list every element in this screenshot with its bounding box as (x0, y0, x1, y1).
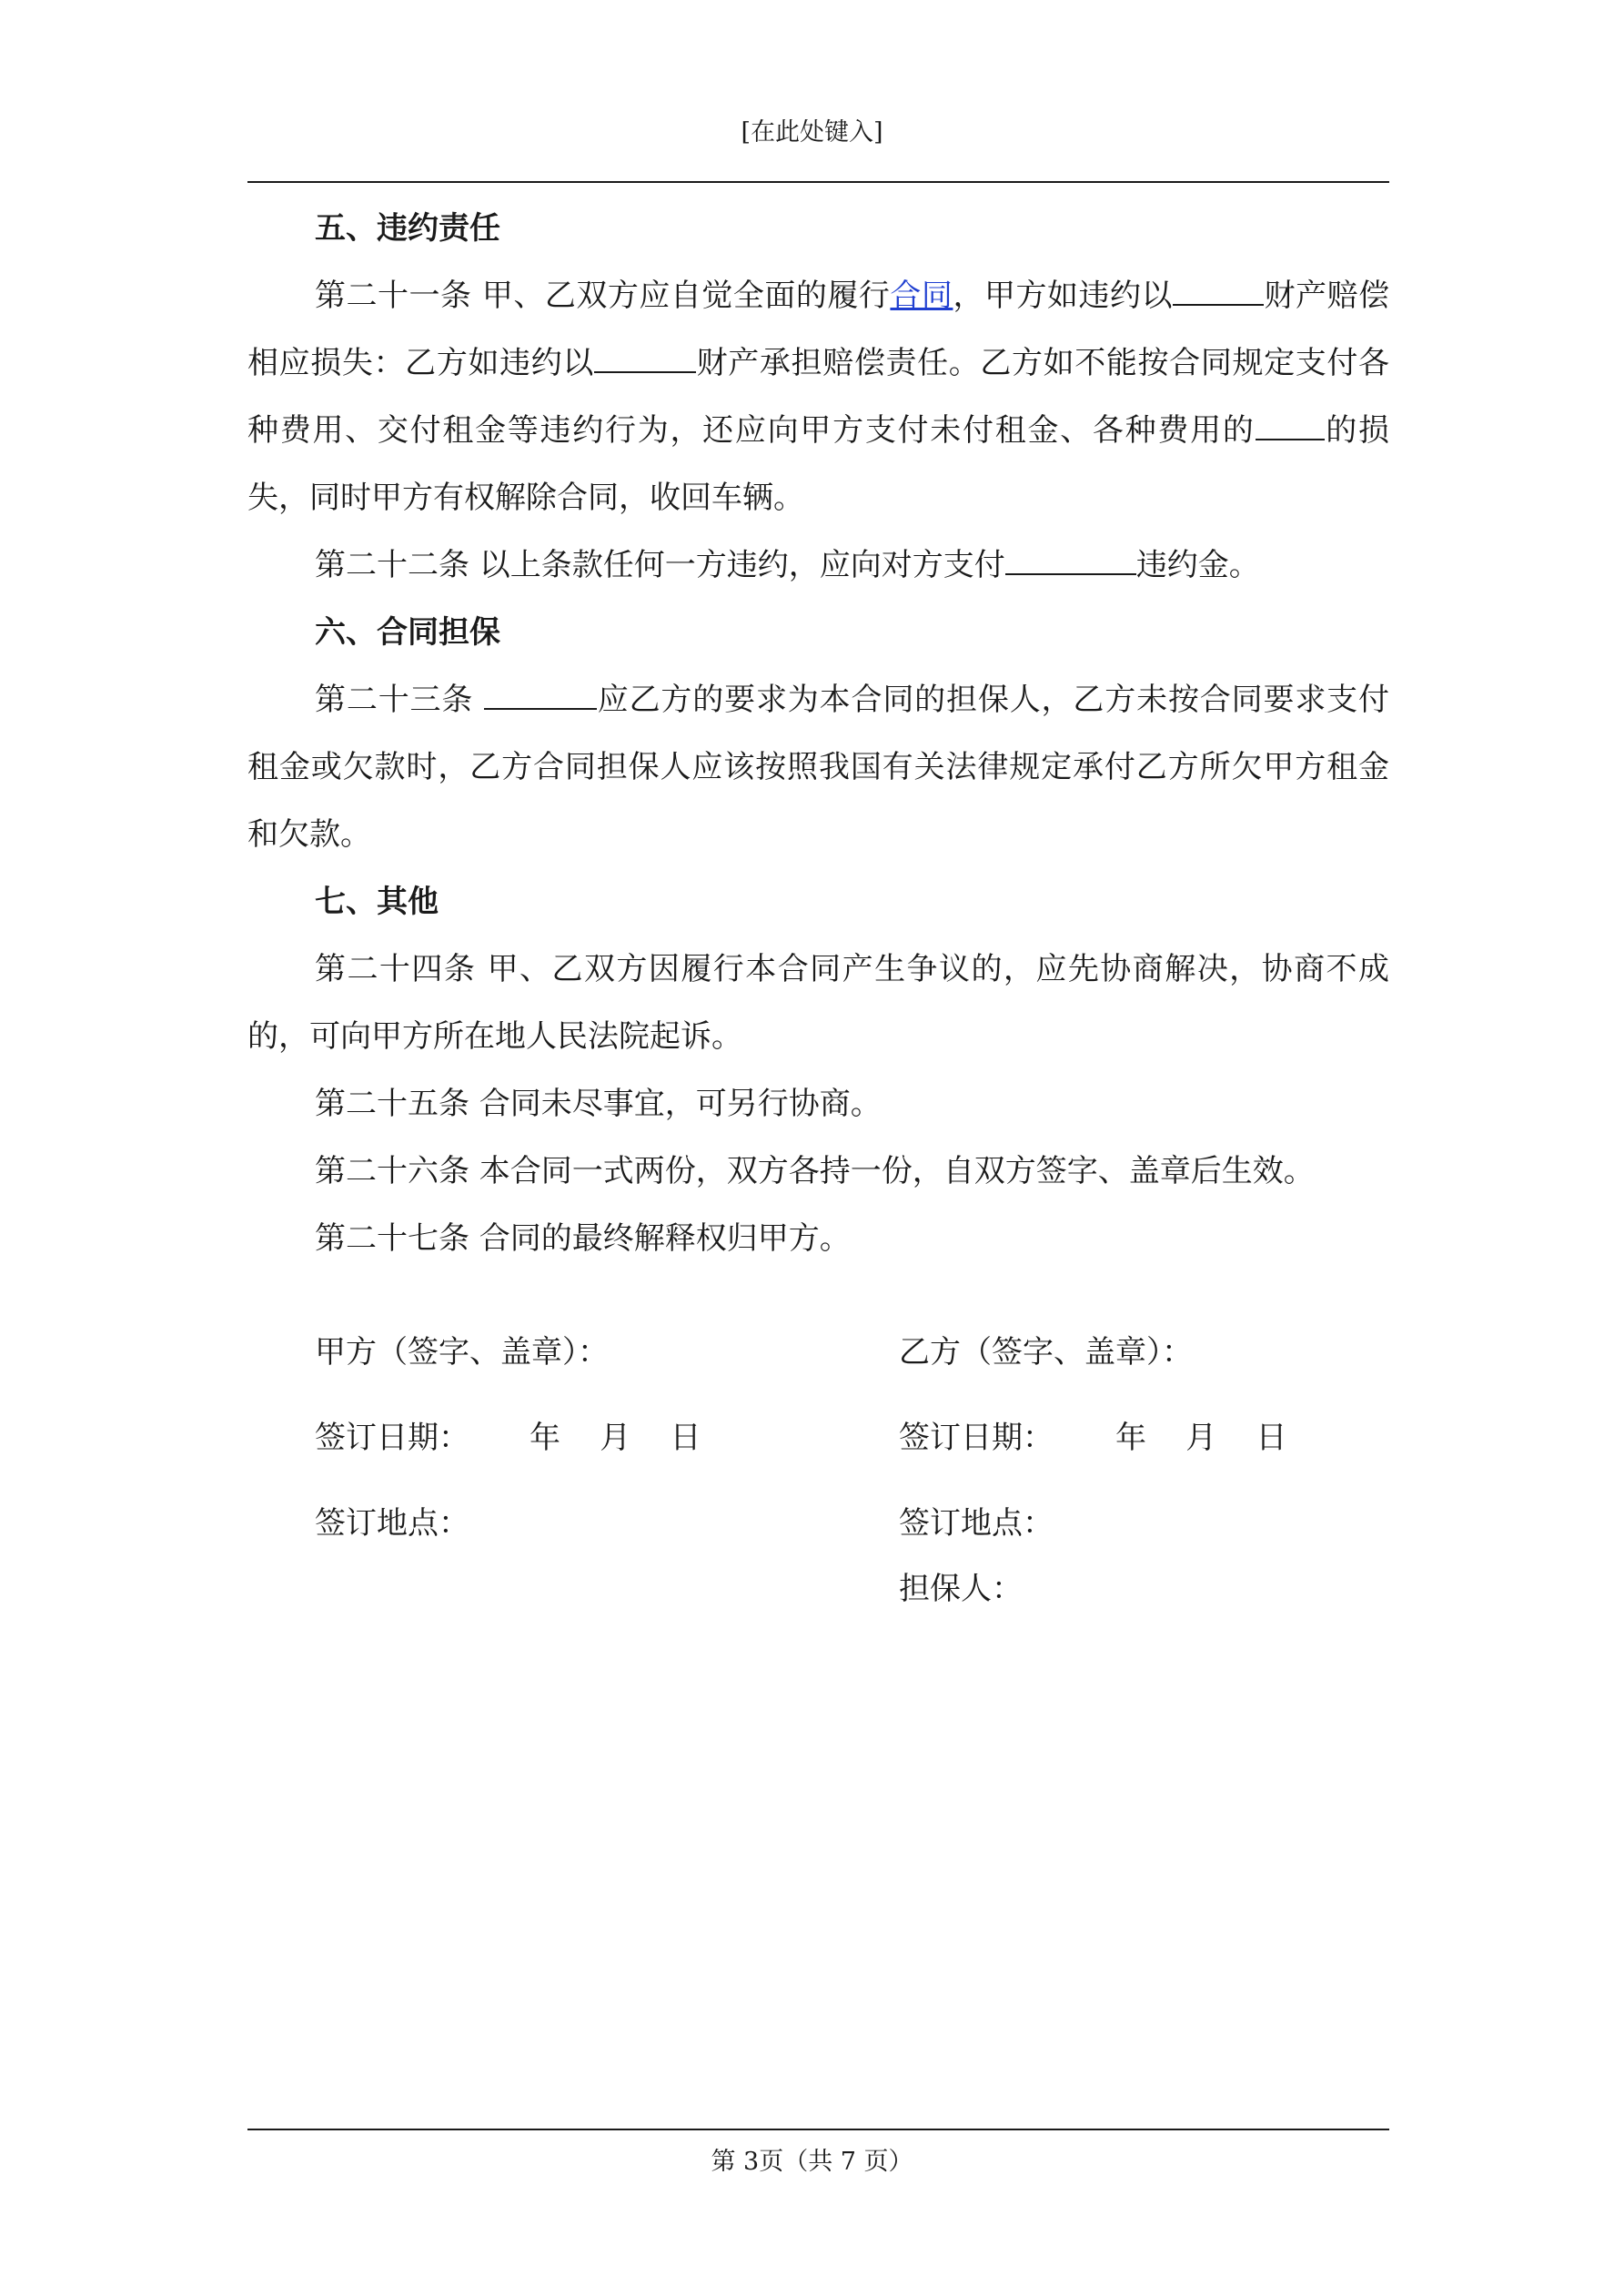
party-a-date-units: 年 月 日 (530, 1420, 701, 1456)
article-23-text-2: 应乙方的要求为本合同的担保人，乙方未按合同要求支付租金或欠款时，乙方合同担保人应该按照我国有关法律规定承付乙方所欠甲方租金和欠款。 (247, 682, 1390, 853)
guarantor-label: 担保人： (899, 1571, 1023, 1607)
article-23-text-1: 第二十三条 (315, 682, 484, 718)
contract-body (247, 195, 1389, 1272)
party-b-signature: 乙方（签字、盖章）： (899, 1334, 1193, 1371)
article-21-text-3: 财产赔偿相应损失：乙方如违约以 (247, 278, 1390, 381)
article-21 (247, 262, 1389, 531)
blank-line (1005, 546, 1136, 575)
party-a-signature: 甲方（签字、盖章）： (315, 1334, 609, 1371)
article-22-text-2: 违约金。 (1135, 547, 1260, 583)
section-heading-guarantee: 六、合同担保 (315, 614, 500, 651)
article-21-text-5: 的损失，同时甲方有权解除合同，收回车辆。 (247, 412, 1390, 516)
blank-line (1256, 411, 1325, 440)
article-23 (247, 666, 1389, 868)
blank-line (484, 681, 597, 710)
section-heading-other: 七、其他 (315, 884, 439, 920)
article-21-text-4: 财产承担赔偿责任。乙方如不能按合同规定支付各种费用、交付租金等违约行为，还应向甲方支付未付租金、各种费用的 (247, 345, 1389, 449)
article-27: 第二十七条 合同的最终解释权归甲方。 (315, 1220, 851, 1257)
header-rule (247, 181, 1389, 183)
page-header: [在此处键入] (741, 118, 883, 147)
party-a-date-label: 签订日期： (315, 1420, 469, 1456)
page-footer: 第 3页（共 7 页） (711, 2148, 913, 2176)
section-heading-breach: 五、违约责任 (315, 210, 500, 247)
article-21-text-2: ，甲方如违约以 (953, 278, 1173, 314)
article-25: 第二十五条 合同未尽事宜，可另行协商。 (315, 1086, 882, 1122)
article-24: 第二十四条 甲、乙双方因履行本合同产生争议的，应先协商解决，协商不成的，可向甲方所在地人民法院起诉。 (247, 951, 1389, 1055)
article-26: 第二十六条 本合同一式两份，双方各持一份，自双方签字、盖章后生效。 (315, 1153, 1315, 1189)
article-22 (247, 531, 1389, 599)
footer-rule (247, 2129, 1389, 2130)
party-a-place: 签订地点： (315, 1505, 469, 1542)
contract-link[interactable]: 合同 (890, 278, 953, 314)
party-b-date-label: 签订日期： (899, 1420, 1054, 1456)
blank-line (1173, 277, 1264, 306)
party-b-date-units: 年 月 日 (1115, 1420, 1287, 1456)
blank-line (594, 344, 696, 373)
article-22-text-1: 第二十二条 以上条款任何一方违约，应向对方支付 (315, 547, 1005, 583)
party-b-place: 签订地点： (899, 1505, 1054, 1542)
article-21-text-1: 第二十一条 甲、乙双方应自觉全面的履行 (315, 278, 891, 314)
